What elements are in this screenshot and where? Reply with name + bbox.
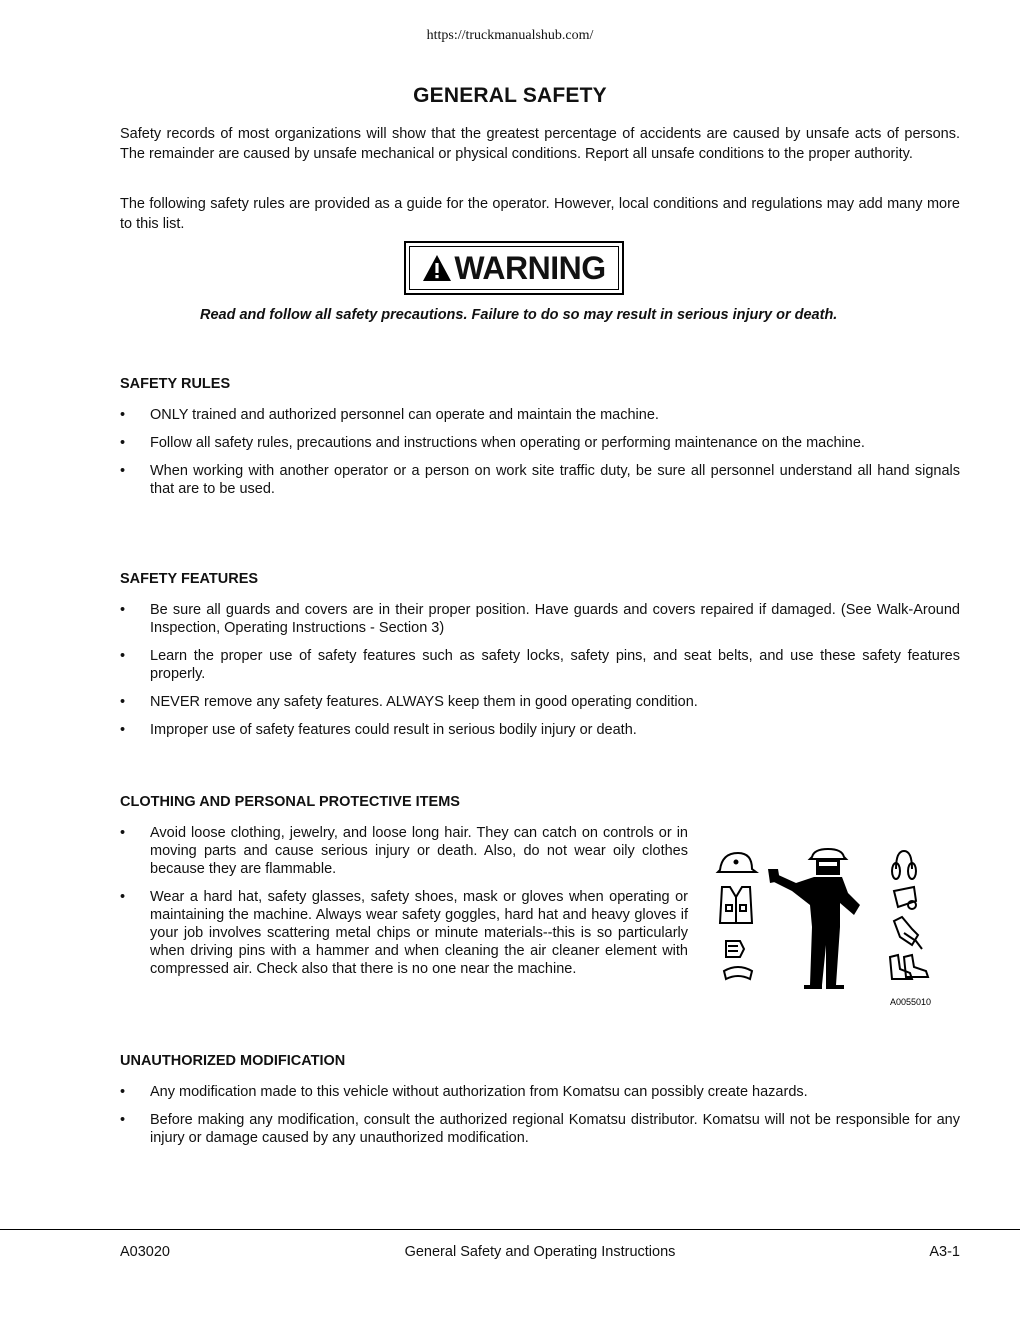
- modification-heading: UNAUTHORIZED MODIFICATION: [120, 1053, 346, 1069]
- list-item: • Wear a hard hat, safety glasses, safety shoes, mask or gloves when operating or maintaining the machine. Always wear safety goggles, hard hat and heavy gloves if your job involves scattering metal chips or minute materials--this is so particularly when driving pins with a hammer and when cleaning the air cleaner element with compressed air. Check also that there is no one near the machine.: [120, 889, 688, 977]
- hard-hat-icon: [718, 853, 756, 872]
- source-url: https://truckmanualshub.com/: [426, 28, 594, 43]
- footer-divider: [0, 1229, 1020, 1230]
- vest-icon: [720, 887, 752, 923]
- figure-code: A0055010: [890, 997, 932, 1007]
- page-title: GENERAL SAFETY: [413, 84, 607, 107]
- list-item: • When working with another operator or a person on work site traffic duty, be sure all personnel understand all hand signals that are to be used.: [120, 463, 960, 497]
- earmuffs-icon: [892, 851, 916, 879]
- mask-icon: [726, 941, 744, 957]
- warning-label: WARNING: [454, 249, 606, 286]
- respirator-icon: [894, 887, 916, 909]
- list-item: • Learn the proper use of safety features such as safety locks, safety pins, and seat belts, and use these safety features properly.: [120, 648, 960, 682]
- list-item: • Follow all safety rules, precautions and instructions when operating or performing maintenance on the machine.: [120, 435, 865, 451]
- list-item: • Improper use of safety features could result in serious bodily injury or death.: [120, 722, 637, 738]
- clothing-list: [120, 824, 688, 988]
- gloves-icon: [894, 917, 922, 949]
- safety-rules-heading: SAFETY RULES: [120, 376, 231, 392]
- list-item: • ONLY trained and authorized personnel can operate and maintain the machine.: [120, 407, 659, 423]
- list-item: • Be sure all guards and covers are in their proper position. Have guards and covers repaired if damaged. (See Walk-Around Inspection, Operating Instructions - Section 3): [120, 602, 960, 636]
- clothing-heading: CLOTHING AND PERSONAL PROTECTIVE ITEMS: [120, 794, 460, 810]
- goggles-icon: [724, 967, 752, 979]
- list-item: • Avoid loose clothing, jewelry, and loose long hair. They can catch on controls or in moving parts and cause serious injury or death. Also, do not wear oily clothes because they are flammable.: [120, 825, 688, 877]
- footer-page-number: A3-1: [929, 1244, 960, 1260]
- worker-figure-icon: [768, 849, 860, 989]
- protective-gear-illustration: [712, 845, 942, 1010]
- intro-paragraph-2: The following safety rules are provided as a guide for the operator. However, local conditions and regulations may add many more to this list.: [120, 196, 960, 232]
- safety-shoes-icon: [890, 955, 928, 979]
- footer-doc-title: General Safety and Operating Instructions: [404, 1244, 676, 1260]
- warning-text: Read and follow all safety precautions. Failure to do so may result in serious injury or death.: [200, 307, 838, 323]
- intro-paragraph-1: Safety records of most organizations will show that the greatest percentage of accidents are caused by unsafe acts of persons. The remainder are caused by unsafe mechanical or physical conditions. Report all unsafe conditions to the proper authority.: [120, 126, 960, 162]
- safety-features-heading: SAFETY FEATURES: [120, 571, 259, 587]
- list-item: • NEVER remove any safety features. ALWAYS keep them in good operating condition.: [120, 694, 698, 710]
- modification-list: [120, 1083, 960, 1157]
- exclamation-triangle-icon: [422, 254, 452, 282]
- list-item: • Any modification made to this vehicle without authorization from Komatsu can possibly create hazards.: [120, 1084, 808, 1100]
- footer-doc-code: A03020: [120, 1244, 170, 1260]
- list-item: • Before making any modification, consult the authorized regional Komatsu distributor. Komatsu will not be responsible for any injury or damage caused by any unauthorized modification.: [120, 1112, 960, 1146]
- safety-features-list: [120, 601, 960, 749]
- safety-rules-list: [120, 406, 960, 508]
- warning-sign: [404, 241, 624, 295]
